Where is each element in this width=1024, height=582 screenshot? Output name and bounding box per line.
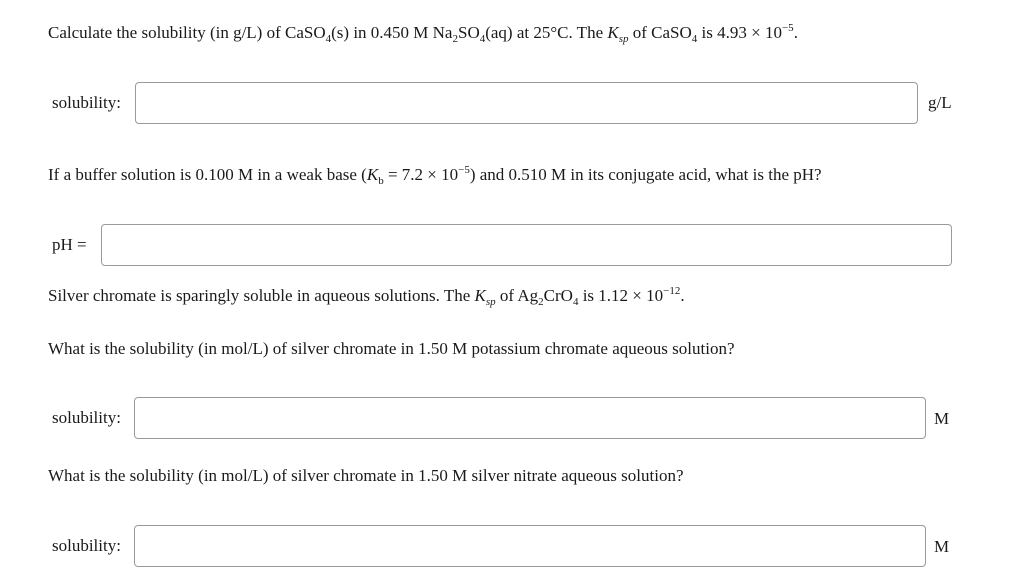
- solubility-label-3b: solubility:: [52, 536, 121, 555]
- solubility-label-3a: solubility:: [52, 408, 121, 427]
- solubility-input-1[interactable]: [135, 82, 918, 124]
- ph-label: pH =: [52, 235, 87, 254]
- unit-m-3a: M: [934, 409, 950, 428]
- solubility-label-1: solubility:: [52, 93, 121, 112]
- ph-input[interactable]: [101, 224, 952, 266]
- unit-gl: g/L: [928, 93, 952, 112]
- solubility-input-3a[interactable]: [134, 397, 926, 439]
- question-3a-text: What is the solubility (in mol/L) of silver chromate in 1.50 M potassium chromate aqueous solution?: [48, 339, 735, 358]
- question-1-text: Calculate the solubility (in g/L) of CaSO$_4$(s) in 0.450 M $Na_2SO_4(aq)$ at 25°C. The $K_{sp}$ of CaSO$_4$ is $4.93 \times 10^{-5}$.: [48, 22, 798, 45]
- solubility-input-3b[interactable]: [134, 525, 926, 567]
- question-3b-text: What is the solubility (in mol/L) of silver chromate in 1.50 M silver nitrate aqueous solution?: [48, 466, 684, 485]
- unit-m-3b: M: [934, 537, 950, 556]
- question-2-text: If a buffer solution is 0.100 M in a weak base $(K_b = 7.2 \times 10^{-5})$ and 0.510 M in its conjugate acid, what is the pH?: [48, 164, 822, 187]
- question-3-text: Silver chromate is sparingly soluble in aqueous solutions. The $K_{sp}$ of $Ag_2CrO_4$ is $1.12 \times 10^{-12}$.: [48, 285, 685, 308]
